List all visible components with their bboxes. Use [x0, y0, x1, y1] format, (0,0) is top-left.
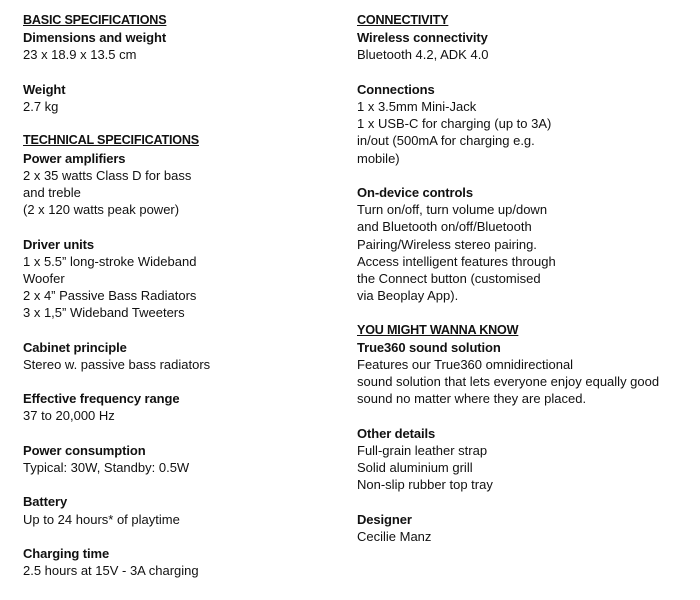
spec-label: Power consumption — [23, 442, 146, 458]
spec-value-line: and Bluetooth on/off/Bluetooth — [357, 219, 532, 235]
spec-label: Other details — [357, 425, 436, 441]
spec-value-line: Turn on/off, turn volume up/down — [357, 202, 548, 218]
spec-designer — [357, 511, 687, 545]
spec-value-line: sound solution that lets everyone enjoy equally good — [357, 374, 660, 390]
section-heading: CONNECTIVITY — [357, 13, 449, 27]
spec-value-line: 3 x 1,5” Wideband Tweeters — [23, 305, 185, 321]
spec-value-line: 2 x 4” Passive Bass Radiators — [23, 288, 197, 304]
spec-label: Battery — [23, 494, 68, 510]
spec-value-line: Solid aluminium grill — [357, 460, 473, 476]
spec-value-line: Non-slip rubber top tray — [357, 477, 493, 493]
spec-label: Weight — [23, 81, 66, 97]
spec-value-line: Typical: 30W, Standby: 0.5W — [23, 460, 190, 476]
spec-value-line: 2 x 35 watts Class D for bass — [23, 167, 192, 183]
spec-label: Driver units — [23, 236, 95, 252]
section-heading: TECHNICAL SPECIFICATIONS — [23, 133, 199, 148]
spec-section-technical-specifications — [23, 132, 343, 579]
spec-value-line: 1 x 3.5mm Mini-Jack — [357, 98, 477, 114]
spec-battery — [23, 493, 343, 527]
spec-value-line: Bluetooth 4.2, ADK 4.0 — [357, 47, 489, 63]
spec-value-line: 1 x 5.5” long-stroke Wideband — [23, 253, 197, 269]
spec-label: Designer — [357, 511, 412, 527]
spec-true360-sound-solution — [357, 339, 687, 408]
spec-label: Power amplifiers — [23, 150, 126, 166]
spec-value-line: 37 to 20,000 Hz — [23, 408, 115, 424]
spec-section-connectivity — [357, 12, 687, 304]
spec-value-line: the Connect button (customised — [357, 270, 541, 286]
spec-other-details — [357, 425, 687, 494]
spec-wireless-connectivity — [357, 29, 687, 63]
spec-value-line: Pairing/Wireless stereo pairing. — [357, 236, 537, 252]
spec-label: Effective frequency range — [23, 391, 180, 407]
spec-label: Cabinet principle — [23, 339, 127, 355]
spec-cabinet-principle — [23, 339, 343, 373]
spec-section-you-might-wanna-know — [357, 322, 687, 546]
spec-value-line: and treble — [23, 184, 81, 200]
section-heading: BASIC SPECIFICATIONS — [23, 13, 167, 27]
spec-label: Dimensions and weight — [23, 30, 167, 46]
spec-label: Charging time — [23, 546, 110, 562]
right-column — [357, 12, 687, 562]
spec-label: On-device controls — [357, 184, 473, 200]
spec-value-line: 2.7 kg — [23, 98, 59, 114]
spec-value-line: Cecilie Manz — [357, 528, 432, 544]
spec-driver-units — [23, 236, 343, 322]
spec-value-line: 23 x 18.9 x 13.5 cm — [23, 47, 137, 63]
spec-effective-frequency-range — [23, 390, 343, 424]
spec-charging-time — [23, 545, 343, 579]
spec-label: Wireless connectivity — [357, 30, 488, 46]
spec-value-line: Up to 24 hours* of playtime — [23, 511, 180, 527]
spec-value-line: in/out (500mA for charging e.g. — [357, 133, 535, 149]
spec-value-line: sound no matter where they are placed. — [357, 391, 587, 407]
spec-power-amplifiers — [23, 150, 343, 219]
spec-value-line: 1 x USB-C for charging (up to 3A) — [357, 116, 552, 132]
spec-value-line: Full-grain leather strap — [357, 442, 488, 458]
spec-value-line: Stereo w. passive bass radiators — [23, 356, 211, 372]
spec-value-line: Access intelligent features through — [357, 253, 556, 269]
spec-label: Connections — [357, 81, 435, 97]
spec-connections — [357, 81, 687, 167]
spec-value-line: Features our True360 omnidirectional — [357, 356, 574, 372]
spec-power-consumption — [23, 442, 343, 476]
spec-section-basic-specifications — [23, 12, 343, 115]
spec-weight — [23, 81, 343, 115]
section-heading: YOU MIGHT WANNA KNOW — [357, 322, 519, 337]
spec-on-device-controls — [357, 184, 687, 304]
spec-value-line: 2.5 hours at 15V - 3A charging — [23, 563, 199, 579]
spec-value-line: (2 x 120 watts peak power) — [23, 202, 180, 218]
spec-value-line: Woofer — [23, 270, 65, 286]
left-column — [23, 12, 343, 597]
spec-value-line: mobile) — [357, 150, 400, 166]
spec-value-line: via Beoplay App). — [357, 288, 459, 304]
spec-label: True360 sound solution — [357, 339, 501, 355]
spec-dimensions-and-weight — [23, 29, 343, 63]
